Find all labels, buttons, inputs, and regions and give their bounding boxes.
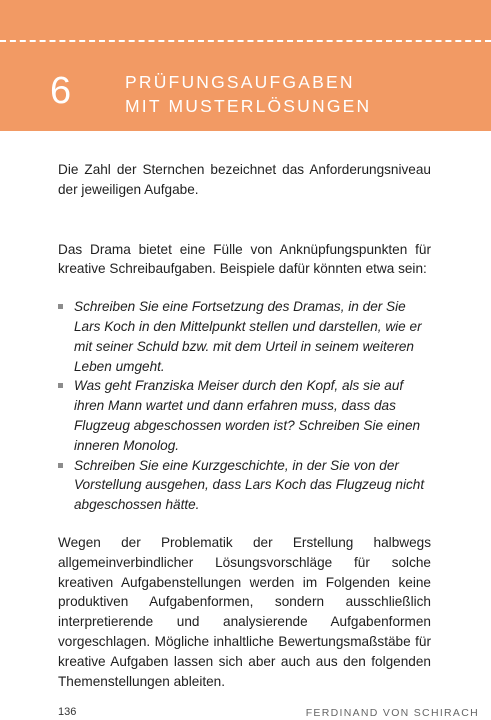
task-text: Was geht Franziska Meiser durch den Kopf, als sie auf ihren Mann wartet und dann erfahren muss, dass das Flugzeug abgeschossen worden ist? Schreiben Sie einen inneren Monolog. — [74, 378, 421, 453]
list-item — [58, 456, 431, 515]
list-item — [58, 297, 431, 376]
running-footer-author: FERDINAND VON SCHIRACH — [305, 707, 479, 719]
chapter-title — [125, 70, 371, 118]
chapter-number: 6 — [50, 70, 72, 112]
chapter-title-line2: MIT MUSTERLÖSUNGEN — [125, 96, 372, 116]
bullet-square-icon — [58, 304, 63, 309]
chapter-title-line1: PRÜFUNGSAUFGABEN — [125, 72, 355, 92]
page-number: 136 — [58, 706, 77, 718]
drama-paragraph: Das Drama bietet eine Fülle von Anknüpfungspunkten für kreative Schreibaufgaben. Beispiele dafür könnten etwa sein: — [58, 241, 431, 277]
bullet-square-icon — [58, 463, 63, 468]
task-list — [58, 297, 431, 515]
task-text: Schreiben Sie eine Kurzgeschichte, in der Sie von der Vorstellung ausgehen, dass Lars Koch das Flugzeug nicht abgeschossen hätte. — [74, 457, 425, 513]
bullet-square-icon — [58, 383, 63, 388]
final-paragraph: Wegen der Problematik der Erstellung halbwegs allgemeinverbindlicher Lösungsvorschläge für solche kreativen Aufgabenstellungen werden im Folgenden keine produktiven Aufgabenformen, sondern ausschließlich interpretierende und analysierende Aufgabenformen vorgeschlagen. Mögliche inhaltliche Bewertungsmaßstäbe für kreative Aufgaben lassen sich aber auch aus den folgenden Themenstellungen ableiten. — [58, 534, 431, 689]
chapter-header — [0, 0, 491, 131]
dashed-divider — [0, 40, 491, 42]
intro-paragraph: Die Zahl der Sternchen bezeichnet das Anforderungsniveau der jeweiligen Aufgabe. — [58, 162, 431, 197]
page-content — [58, 160, 431, 691]
task-text: Schreiben Sie eine Fortsetzung des Dramas, in der Sie Lars Koch in den Mittelpunkt stellen und darstellen, wie er mit seiner Schuld bzw. mit dem Urteil in seinem weiteren Leben umgeht. — [74, 299, 422, 374]
list-item — [58, 376, 431, 455]
